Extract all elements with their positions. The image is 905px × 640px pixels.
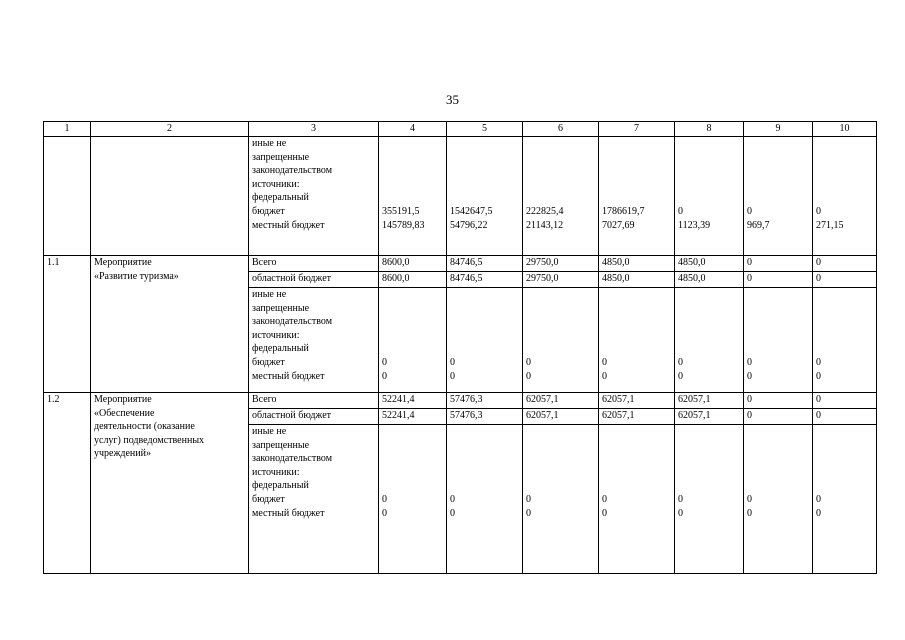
value-cell: 62057,1	[675, 409, 744, 425]
value-cell: 0 0	[523, 288, 599, 393]
value-cell: 1542647,5 54796,22	[447, 137, 523, 256]
value-cell: 0 0	[675, 288, 744, 393]
source-cell: иные не запрещенные законодательством источники: федеральный бюджет местный бюджет	[249, 288, 379, 393]
value-cell: 57476,3	[447, 393, 523, 409]
value-cell: 84746,5	[447, 272, 523, 288]
value-cell: 0	[813, 272, 877, 288]
table-row	[44, 137, 877, 256]
item-name-cell: Мероприятие «Обеспечение деятельности (оказание услуг) подведомственных учреждений»	[91, 393, 249, 574]
value-cell: 222825,4 21143,12	[523, 137, 599, 256]
source-cell: иные не запрещенные законодательством источники: федеральный бюджет местный бюджет	[249, 425, 379, 574]
value-cell: 4850,0	[599, 272, 675, 288]
value-cell: 62057,1	[599, 393, 675, 409]
item-name-cell: Мероприятие «Развитие туризма»	[91, 256, 249, 393]
value-cell: 29750,0	[523, 256, 599, 272]
value-cell: 0 271,15	[813, 137, 877, 256]
header-cell: 3	[249, 122, 379, 137]
value-cell: 0	[744, 256, 813, 272]
value-cell: 0 0	[744, 425, 813, 574]
value-cell: 355191,5 145789,83	[379, 137, 447, 256]
value-cell: 4850,0	[599, 256, 675, 272]
header-row	[44, 122, 877, 137]
item-name-cell	[91, 137, 249, 256]
header-cell: 5	[447, 122, 523, 137]
value-cell: 62057,1	[599, 409, 675, 425]
value-cell: 0	[813, 409, 877, 425]
value-cell: 0	[744, 393, 813, 409]
value-cell: 84746,5	[447, 256, 523, 272]
source-cell: областной бюджет	[249, 409, 379, 425]
value-cell: 4850,0	[675, 256, 744, 272]
value-cell: 0 0	[379, 288, 447, 393]
value-cell: 0	[744, 272, 813, 288]
header-cell: 9	[744, 122, 813, 137]
header-cell: 1	[44, 122, 91, 137]
value-cell: 0 0	[599, 288, 675, 393]
value-cell: 62057,1	[523, 393, 599, 409]
value-cell: 0 0	[447, 288, 523, 393]
value-cell: 62057,1	[523, 409, 599, 425]
value-cell: 0 0	[813, 288, 877, 393]
header-cell: 7	[599, 122, 675, 137]
value-cell: 0	[813, 256, 877, 272]
value-cell: 0 0	[599, 425, 675, 574]
value-cell: 62057,1	[675, 393, 744, 409]
source-cell: Всего	[249, 256, 379, 272]
item-number-cell: 1.1	[44, 256, 91, 393]
item-number-cell	[44, 137, 91, 256]
value-cell: 0 0	[675, 425, 744, 574]
header-cell: 10	[813, 122, 877, 137]
header-cell: 6	[523, 122, 599, 137]
value-cell: 0 0	[813, 425, 877, 574]
value-cell: 0 0	[523, 425, 599, 574]
value-cell: 0 0	[744, 288, 813, 393]
item-number-cell: 1.2	[44, 393, 91, 574]
value-cell: 0 0	[379, 425, 447, 574]
value-cell: 4850,0	[675, 272, 744, 288]
budget-table	[43, 121, 877, 574]
page-number: 35	[446, 92, 459, 107]
value-cell: 29750,0	[523, 272, 599, 288]
source-cell: областной бюджет	[249, 272, 379, 288]
source-cell: Всего	[249, 393, 379, 409]
table-row	[44, 256, 877, 272]
value-cell: 57476,3	[447, 409, 523, 425]
value-cell: 0	[744, 409, 813, 425]
value-cell: 8600,0	[379, 272, 447, 288]
value-cell: 8600,0	[379, 256, 447, 272]
value-cell: 52241,4	[379, 393, 447, 409]
value-cell: 0	[813, 393, 877, 409]
value-cell: 0 0	[447, 425, 523, 574]
value-cell: 0 1123,39	[675, 137, 744, 256]
value-cell: 0 969,7	[744, 137, 813, 256]
value-cell: 1786619,7 7027,69	[599, 137, 675, 256]
source-cell: иные не запрещенные законодательством источники: федеральный бюджет местный бюджет	[249, 137, 379, 256]
header-cell: 8	[675, 122, 744, 137]
header-cell: 2	[91, 122, 249, 137]
header-cell: 4	[379, 122, 447, 137]
value-cell: 52241,4	[379, 409, 447, 425]
table-row	[44, 393, 877, 409]
